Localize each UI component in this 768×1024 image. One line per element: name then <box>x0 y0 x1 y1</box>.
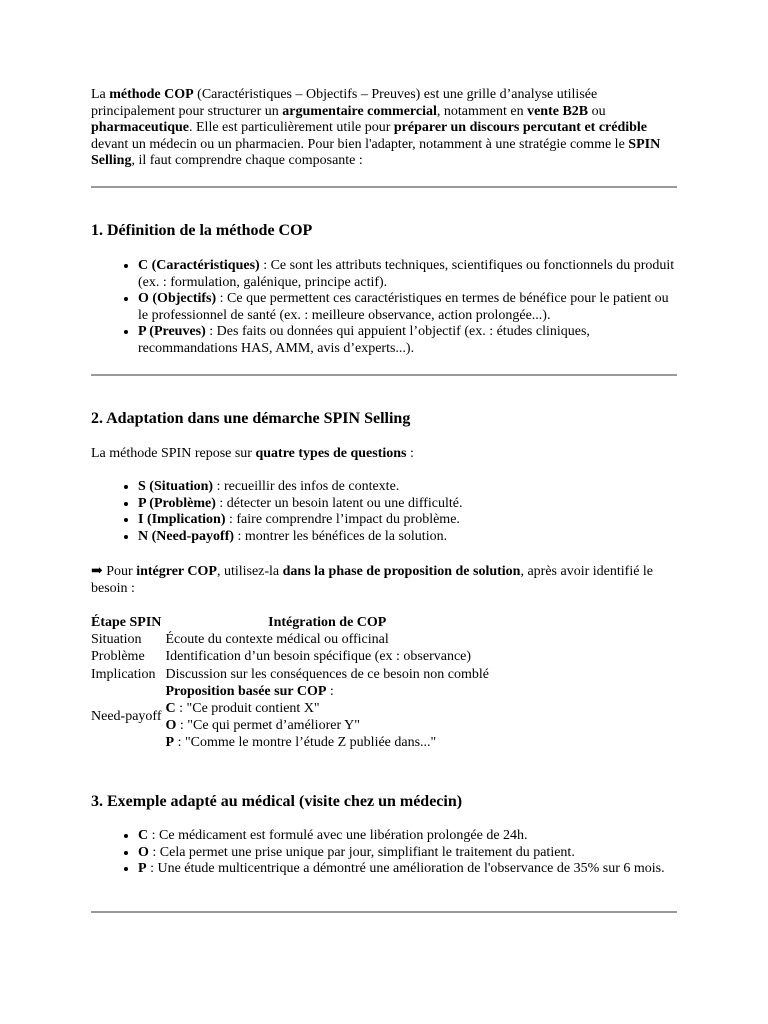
cell-bold: P <box>165 734 175 750</box>
list-item-term: P <box>138 861 147 877</box>
table-cell-step: Implication <box>91 666 156 682</box>
section-title: 1. Définition de la méthode COP <box>91 222 313 239</box>
table-cell-cop: Discussion sur les conséquences de ce besoin non comblé <box>165 666 489 682</box>
spin-cop-table <box>89 614 491 751</box>
arrow-icon: ➡ <box>91 564 103 579</box>
table-cell-cop: Écoute du contexte médical ou officinal <box>165 632 389 648</box>
paragraph-text: Pour <box>102 564 137 579</box>
intro-bold: SPIN Selling <box>91 136 661 169</box>
list-item-text: : faire comprendre l’impact du problème. <box>225 512 460 528</box>
list-item-text: : recueillir des infos de contexte. <box>213 479 400 494</box>
intro-bold: pharmaceutique <box>91 120 189 136</box>
list-item-text: : Ce médicament est formulé avec une libération prolongée de 24h. <box>148 828 528 843</box>
section-title: 3. Exemple adapté au médical (visite chez un médecin) <box>91 793 463 810</box>
list-item <box>138 529 677 546</box>
list-item-text: : Une étude multicentrique a démontré une amélioration de l'observance de 35% sur 6 mois. <box>146 861 665 877</box>
intro-text: ou <box>588 103 606 119</box>
intro-text: , notamment en <box>436 103 528 119</box>
list-item-text: : détecter un besoin latent ou une difficulté. <box>215 495 463 511</box>
section-heading <box>91 792 677 812</box>
list-item <box>138 861 677 878</box>
cell-text: : "Ce produit contient X" <box>175 700 320 716</box>
list-item-term: C <box>138 828 149 843</box>
divider <box>91 374 677 376</box>
list-item <box>138 828 677 845</box>
paragraph-text: : <box>406 446 414 461</box>
table-header-cell: Intégration de COP <box>268 615 387 630</box>
section-heading <box>91 409 677 429</box>
section-heading <box>91 221 677 241</box>
list-item <box>138 496 677 513</box>
intro-text: . Elle est particulièrement utile pour <box>189 120 394 136</box>
intro-text: , il faut comprendre chaque composante : <box>131 153 363 169</box>
list-item <box>138 324 677 357</box>
intro-paragraph <box>91 87 677 170</box>
example-list <box>91 828 677 878</box>
table-row <box>89 631 491 648</box>
cop-definition-list <box>91 258 677 358</box>
paragraph-bold: dans la phase de proposition de solution <box>282 564 521 579</box>
integrate-paragraph <box>91 564 677 597</box>
cell-text: : "Ce qui permet d’améliorer Y" <box>176 717 360 733</box>
paragraph-text: , après avoir identifié le besoin : <box>91 564 654 596</box>
list-item-term: C (Caractéristiques) <box>138 258 260 273</box>
table-cell-step: Situation <box>91 632 142 648</box>
table-row <box>89 648 491 665</box>
list-item-term: I (Implication) <box>138 512 226 528</box>
section-title: 2. Adaptation dans une démarche SPIN Selling <box>91 410 411 427</box>
divider <box>91 186 677 188</box>
list-item <box>138 479 677 496</box>
intro-bold: vente B2B <box>527 103 589 119</box>
list-item-text: : Ce que permettent ces caractéristiques en termes de bénéfice pour le patient ou le professionnel de santé (ex. : meilleure observance, action prolongée...). <box>138 291 669 323</box>
list-item-text: : Des faits ou données qui appuient l’objectif (ex. : études cliniques, recommandations HAS, AMM, avis d’experts...). <box>138 324 590 356</box>
table-cell-step: Need-payoff <box>91 709 162 725</box>
list-item-term: S (Situation) <box>138 479 214 494</box>
table-cell-step: Problème <box>91 649 145 665</box>
intro-text: devant un médecin ou un pharmacien. Pour bien l'adapter, notamment à une stratégie comme le <box>91 136 629 152</box>
table-header-cell: Étape SPIN <box>91 615 162 630</box>
spin-intro <box>91 446 677 463</box>
list-item-term: P (Problème) <box>138 495 216 511</box>
list-item-term: N (Need-payoff) <box>138 528 235 544</box>
intro-bold: argumentaire commercial <box>282 103 437 119</box>
list-item <box>138 258 677 291</box>
cell-bold: C <box>165 700 176 716</box>
paragraph-text: La méthode SPIN repose sur <box>91 446 256 461</box>
list-item-text: : Cela permet une prise unique par jour, simplifiant le traitement du patient. <box>148 844 575 860</box>
cell-text: : "Comme le montre l’étude Z publiée dans..." <box>174 734 437 750</box>
list-item <box>138 512 677 529</box>
divider <box>91 911 677 913</box>
spin-list <box>91 479 677 545</box>
list-item-term: O (Objectifs) <box>138 291 217 307</box>
paragraph-bold: quatre types de questions <box>255 446 407 461</box>
table-header-row <box>89 614 491 631</box>
list-item <box>138 291 677 324</box>
cell-bold: O <box>165 717 177 733</box>
list-item <box>138 845 677 862</box>
list-item-term: P (Preuves) <box>138 324 206 340</box>
list-item-term: O <box>138 844 149 860</box>
paragraph-bold: intégrer COP <box>136 564 217 579</box>
paragraph-text: , utilisez-la <box>216 564 283 579</box>
intro-text: La <box>91 87 110 102</box>
intro-bold: méthode COP <box>109 87 194 102</box>
list-item-text: : montrer les bénéfices de la solution. <box>234 528 448 544</box>
table-cell-cop <box>164 683 491 751</box>
list-item-text: : Ce sont les attributs techniques, scientifiques ou fonctionnels du produit (ex. : formulation, galénique, principe actif). <box>138 258 675 290</box>
table-row <box>89 666 491 683</box>
intro-bold: préparer un discours percutant et crédible <box>393 120 648 136</box>
intro-text: (Caractéristiques – Objectifs – Preuves) est une grille d’analyse utilisée principalement pour structurer un <box>91 87 598 119</box>
cell-bold: Proposition basée sur COP <box>165 683 327 699</box>
cell-text: : <box>326 683 334 699</box>
table-cell-cop: Identification d’un besoin spécifique (ex : observance) <box>165 649 472 665</box>
table-row <box>89 683 491 751</box>
